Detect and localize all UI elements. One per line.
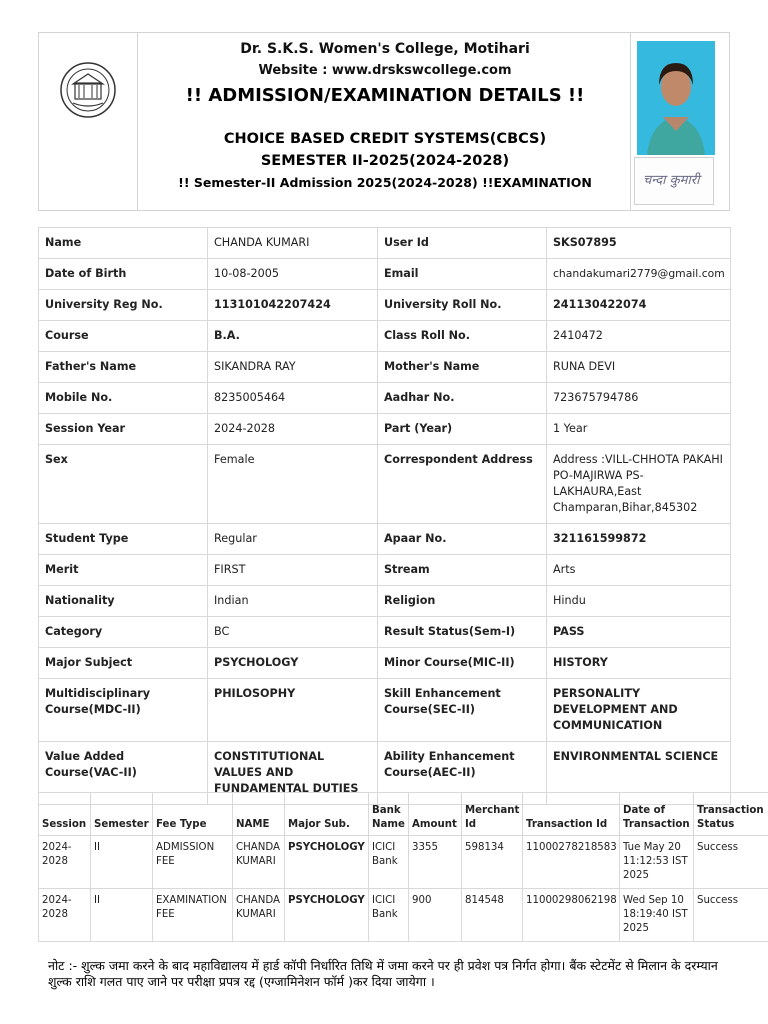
hindi-note: नोट :- शुल्क जमा करने के बाद महाविद्यालय में हार्ड कॉपी निर्धारित तिथि में जमा करने पर ही प्रवेश पत्र निर्गत होगा। बैंक स्टेटमेंट से मिलान के दरम्यान शुल्क राशि गलत पाए जाने पर परीक्षा प्रपत्र रद्द (एग्जामिनेशन फॉर्म )कर दिया जायेगा । — [48, 958, 718, 989]
info-label: Result Status(Sem-I) — [378, 617, 547, 648]
table-row — [39, 259, 731, 290]
fee-cell: Success — [694, 889, 768, 942]
table-row — [39, 524, 731, 555]
info-label: Minor Course(MIC-II) — [378, 648, 547, 679]
fee-cell: ICICI Bank — [369, 889, 409, 942]
table-row — [39, 321, 731, 352]
info-label: Stream — [378, 555, 547, 586]
info-value: Indian — [208, 586, 378, 617]
info-label: Class Roll No. — [378, 321, 547, 352]
table-row — [39, 290, 731, 321]
info-value: 1 Year — [547, 414, 731, 445]
student-info-table — [38, 227, 731, 805]
admission-title: !! ADMISSION/EXAMINATION DETAILS !! — [185, 85, 585, 106]
info-label: Sex — [39, 445, 208, 524]
fee-cell: 2024-2028 — [39, 836, 91, 889]
info-label: Nationality — [39, 586, 208, 617]
info-value: ENVIRONMENTAL SCIENCE — [547, 742, 731, 805]
fee-cell: PSYCHOLOGY — [285, 836, 369, 889]
fee-header: Semester — [91, 793, 153, 836]
fee-header: Fee Type — [153, 793, 233, 836]
info-value: 723675794786 — [547, 383, 731, 414]
table-row — [39, 414, 731, 445]
info-label: Merit — [39, 555, 208, 586]
info-value: 113101042207424 — [208, 290, 378, 321]
info-label: Religion — [378, 586, 547, 617]
info-label: Apaar No. — [378, 524, 547, 555]
student-signature: चन्दा कुमारी — [643, 173, 700, 188]
info-value: FIRST — [208, 555, 378, 586]
table-row — [39, 228, 731, 259]
info-label: Multidisciplinary Course(MDC-II) — [39, 679, 208, 742]
signature-box — [634, 157, 714, 205]
info-label: Mobile No. — [39, 383, 208, 414]
info-value: PERSONALITY DEVELOPMENT AND COMMUNICATION — [547, 679, 731, 742]
fee-cell: CHANDA KUMARI — [233, 836, 285, 889]
info-value: SIKANDRA RAY — [208, 352, 378, 383]
info-value: SKS07895 — [547, 228, 731, 259]
fee-cell: 814548 — [462, 889, 523, 942]
fee-header-row — [39, 793, 768, 836]
fee-header: Bank Name — [369, 793, 409, 836]
info-label: Session Year — [39, 414, 208, 445]
info-value: CONSTITUTIONAL VALUES AND FUNDAMENTAL DUTIES — [208, 742, 378, 805]
info-label: Course — [39, 321, 208, 352]
exam-line: !! Semester-II Admission 2025(2024-2028) !!EXAMINATION — [178, 175, 592, 190]
info-label: Category — [39, 617, 208, 648]
fee-cell: Tue May 20 11:12:53 IST 2025 — [620, 836, 694, 889]
info-value: 2410472 — [547, 321, 731, 352]
info-value: CHANDA KUMARI — [208, 228, 378, 259]
fee-cell: Wed Sep 10 18:19:40 IST 2025 — [620, 889, 694, 942]
fee-transaction-table — [38, 792, 768, 942]
fee-header: Date of Transaction — [620, 793, 694, 836]
fee-cell: ICICI Bank — [369, 836, 409, 889]
fee-cell: Success — [694, 836, 768, 889]
info-label: Value Added Course(VAC-II) — [39, 742, 208, 805]
student-photo — [637, 41, 715, 155]
info-label: Major Subject — [39, 648, 208, 679]
info-value: 10-08-2005 — [208, 259, 378, 290]
info-label: User Id — [378, 228, 547, 259]
info-label: Aadhar No. — [378, 383, 547, 414]
info-label: Correspondent Address — [378, 445, 547, 524]
info-value: B.A. — [208, 321, 378, 352]
info-label: University Reg No. — [39, 290, 208, 321]
table-row — [39, 648, 731, 679]
college-website: Website : www.drskswcollege.com — [258, 63, 512, 78]
info-value: RUNA DEVI — [547, 352, 731, 383]
table-row — [39, 383, 731, 414]
fee-header: NAME — [233, 793, 285, 836]
table-row — [39, 445, 731, 524]
info-value: Regular — [208, 524, 378, 555]
fee-cell: EXAMINATION FEE — [153, 889, 233, 942]
fee-cell: 598134 — [462, 836, 523, 889]
info-label: Email — [378, 259, 547, 290]
fee-header: Transaction Status — [694, 793, 768, 836]
fee-cell: 900 — [409, 889, 462, 942]
info-label: Part (Year) — [378, 414, 547, 445]
info-label: Mother's Name — [378, 352, 547, 383]
info-value: Female — [208, 445, 378, 524]
info-value: Hindu — [547, 586, 731, 617]
info-value: 241130422074 — [547, 290, 731, 321]
fee-header: Transaction Id — [523, 793, 620, 836]
info-value: 2024-2028 — [208, 414, 378, 445]
info-label: Ability Enhancement Course(AEC-II) — [378, 742, 547, 805]
table-row — [39, 889, 768, 942]
fee-cell: 2024-2028 — [39, 889, 91, 942]
table-row — [39, 586, 731, 617]
info-value: PHILOSOPHY — [208, 679, 378, 742]
fee-header: Session — [39, 793, 91, 836]
info-value: PSYCHOLOGY — [208, 648, 378, 679]
page-header — [38, 32, 730, 211]
info-value: chandakumari2779@gmail.com — [547, 259, 731, 290]
info-label: Date of Birth — [39, 259, 208, 290]
info-value: Arts — [547, 555, 731, 586]
fee-header: Amount — [409, 793, 462, 836]
info-label: Father's Name — [39, 352, 208, 383]
info-label: Student Type — [39, 524, 208, 555]
table-row — [39, 555, 731, 586]
fee-cell: 11000298062198 — [523, 889, 620, 942]
fee-cell: ADMISSION FEE — [153, 836, 233, 889]
info-value: HISTORY — [547, 648, 731, 679]
fee-cell: II — [91, 889, 153, 942]
semester-title: SEMESTER II-2025(2024-2028) — [260, 153, 510, 169]
info-value: PASS — [547, 617, 731, 648]
table-row — [39, 836, 768, 889]
table-row — [39, 679, 731, 742]
info-value: Address :VILL-CHHOTA PAKAHI PO-MAJIRWA PS-LAKHAURA,East Champaran,Bihar,845302 — [547, 445, 731, 524]
fee-cell: II — [91, 836, 153, 889]
info-label: University Roll No. — [378, 290, 547, 321]
info-value: BC — [208, 617, 378, 648]
fee-cell: 11000278218583 — [523, 836, 620, 889]
info-value: 321161599872 — [547, 524, 731, 555]
student-photo-icon — [637, 41, 715, 155]
info-label: Skill Enhancement Course(SEC-II) — [378, 679, 547, 742]
college-logo-icon — [59, 61, 117, 119]
photo-cell — [630, 33, 729, 210]
table-row — [39, 352, 731, 383]
fee-header: Merchant Id — [462, 793, 523, 836]
cbcs-title: CHOICE BASED CREDIT SYSTEMS(CBCS) — [223, 131, 547, 147]
fee-cell: CHANDA KUMARI — [233, 889, 285, 942]
fee-cell: PSYCHOLOGY — [285, 889, 369, 942]
info-value: 8235005464 — [208, 383, 378, 414]
info-label: Name — [39, 228, 208, 259]
college-name: Dr. S.K.S. Women's College, Motihari — [240, 41, 530, 57]
fee-header: Major Sub. — [285, 793, 369, 836]
table-row — [39, 617, 731, 648]
fee-cell: 3355 — [409, 836, 462, 889]
logo-cell — [39, 33, 138, 210]
